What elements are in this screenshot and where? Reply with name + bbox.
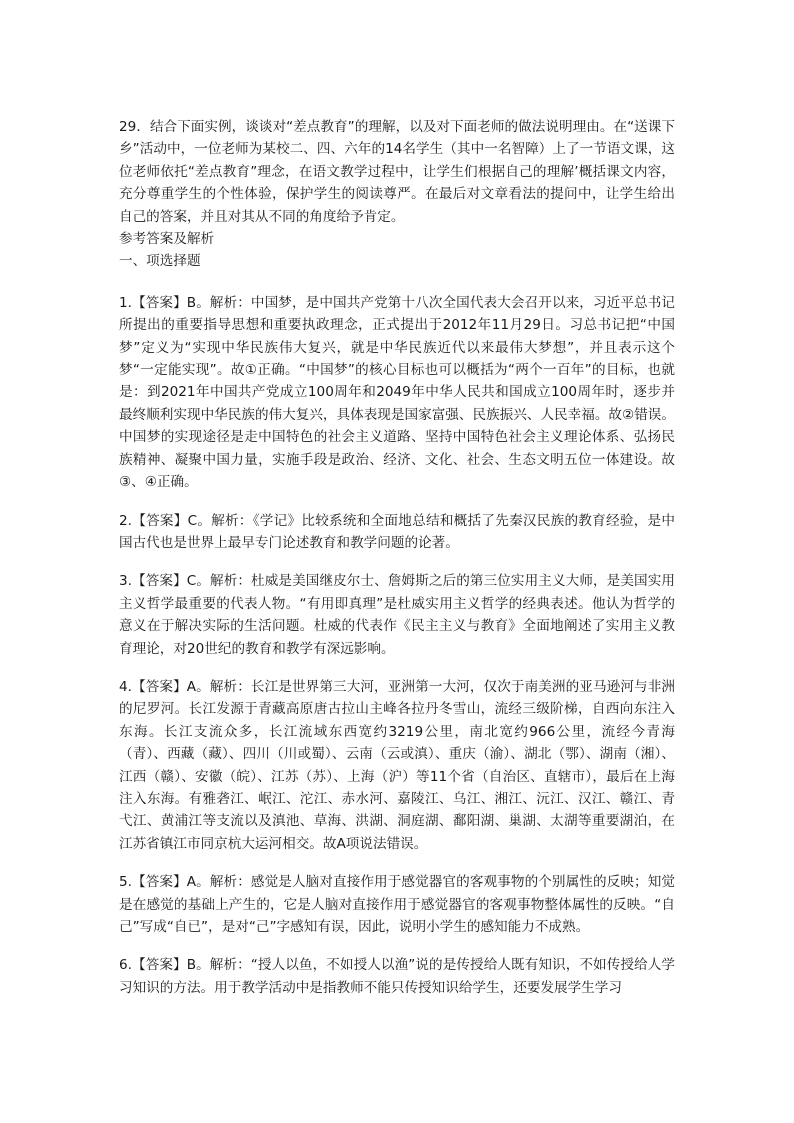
question-29: 29．结合下面实例，谈谈对“差点教育”的理解，以及对下面老师的做法说明理由。在“送课下乡”活动中，一位老师为某校二、四、六年的14名学生（其中一名智障）上了一节语文课，这位老师依托“差点教育”理念，在语文教学过程中，让学生们根据自己的理解’概括课文内容，充分尊重学生的个性体验，保护学生的阅读尊严。在最后对文章看法的提问中，让学生给出自己的答案，并且对其从不同的角度给予肯定。 [119, 119, 675, 225]
answer-item-5: 5.【答案】A。解析：感觉是人脑对直接作用于感觉器官的客观事物的个别属性的反映；知觉是在感觉的基础上产生的，它是人脑对直接作用于感觉器官的客观事物整体属性的反映。“自己”写成“自已”，是对“己”字感知有误，因此，说明小学生的感知能力不成熟。 [119, 874, 675, 935]
answer-item-4: 4.【答案】A。解析：长江是世界第三大河，亚洲第一大河，仅次于南美洲的亚马逊河与非洲的尼罗河。长江发源于青藏高原唐古拉山主峰各拉丹冬雪山，流经三级阶梯，自西向东注入东海。长江支流众多，长江流域东西宽约3219公里，南北宽约966公里，流经今青海（青）、西藏（藏）、四川（川或蜀）、云南（云或滇）、重庆（渝）、湖北（鄂）、湖南（湘）、江西（赣）、安徽（皖）、江苏（苏）、上海（沪）等11个省（自治区、直辖市），最后在上海注入东海。有雅砻江、岷江、沱江、赤水河、嘉陵江、乌江、湘江、沅江、汉江、赣江、青弋江、黄浦江等支流以及滇池、草海、洪湖、洞庭湖、鄱阳湖、巢湖、太湖等重要湖泊，在江苏省镇江市同京杭大运河相交。故A项说法错误。 [119, 678, 675, 852]
answer-item-6: 6.【答案】B。解析：“授人以鱼，不如授人以渔”说的是传授给人既有知识，不如传授给人学习知识的方法。用于教学活动中是指教师不能只传授知识给学生，还要发展学生学习 [119, 957, 675, 996]
answers-title: 参考答案及解析 [119, 231, 215, 248]
section-title: 一、项选择题 [119, 253, 201, 270]
document-page [119, 116, 675, 999]
answer-item-2: 2.【答案】C。解析：《学记》比较系统和全面地总结和概括了先秦汉民族的教育经验，是中国古代也是世界上最早专门论述教育和教学问题的论著。 [119, 512, 675, 551]
answer-item-3: 3.【答案】C。解析：杜威是美国继皮尔士、詹姆斯之后的第三位实用主义大师，是美国实用主义哲学最重要的代表人物。“有用即真理”是杜威实用主义哲学的经典表述。他认为哲学的意义在于解决实际的生活问题。杜威的代表作《民主主义与教育》全面地阐述了实用主义教育理论，对20世纪的教育和教学有深远影响。 [119, 573, 675, 657]
answer-item-1: 1.【答案】B。解析：中国梦，是中国共产党第十八次全国代表大会召开以来，习近平总书记所提出的重要指导思想和重要执政理念，正式提出于2012年11月29日。习总书记把“中国梦”定义为“实现中华民族伟大复兴，就是中华民族近代以来最伟大梦想”，并且表示这个梦“一定能实现”。故①正确。“中国梦”的核心目标也可以概括为“两个一百年”的目标，也就是：到2021年中国共产党成立100周年和2049年中华人民共和国成立100周年时，逐步并最终顺利实现中华民族的伟大复兴，具体表现是国家富强、民族振兴、人民幸福。故②错误。中国梦的实现途径是走中国特色的社会主义道路、坚持中国特色社会主义理论体系、弘扬民族精神、凝聚中国力量，实施手段是政治、经济、文化、社会、生态文明五位一体建设。故③、④正确。 [119, 294, 675, 491]
